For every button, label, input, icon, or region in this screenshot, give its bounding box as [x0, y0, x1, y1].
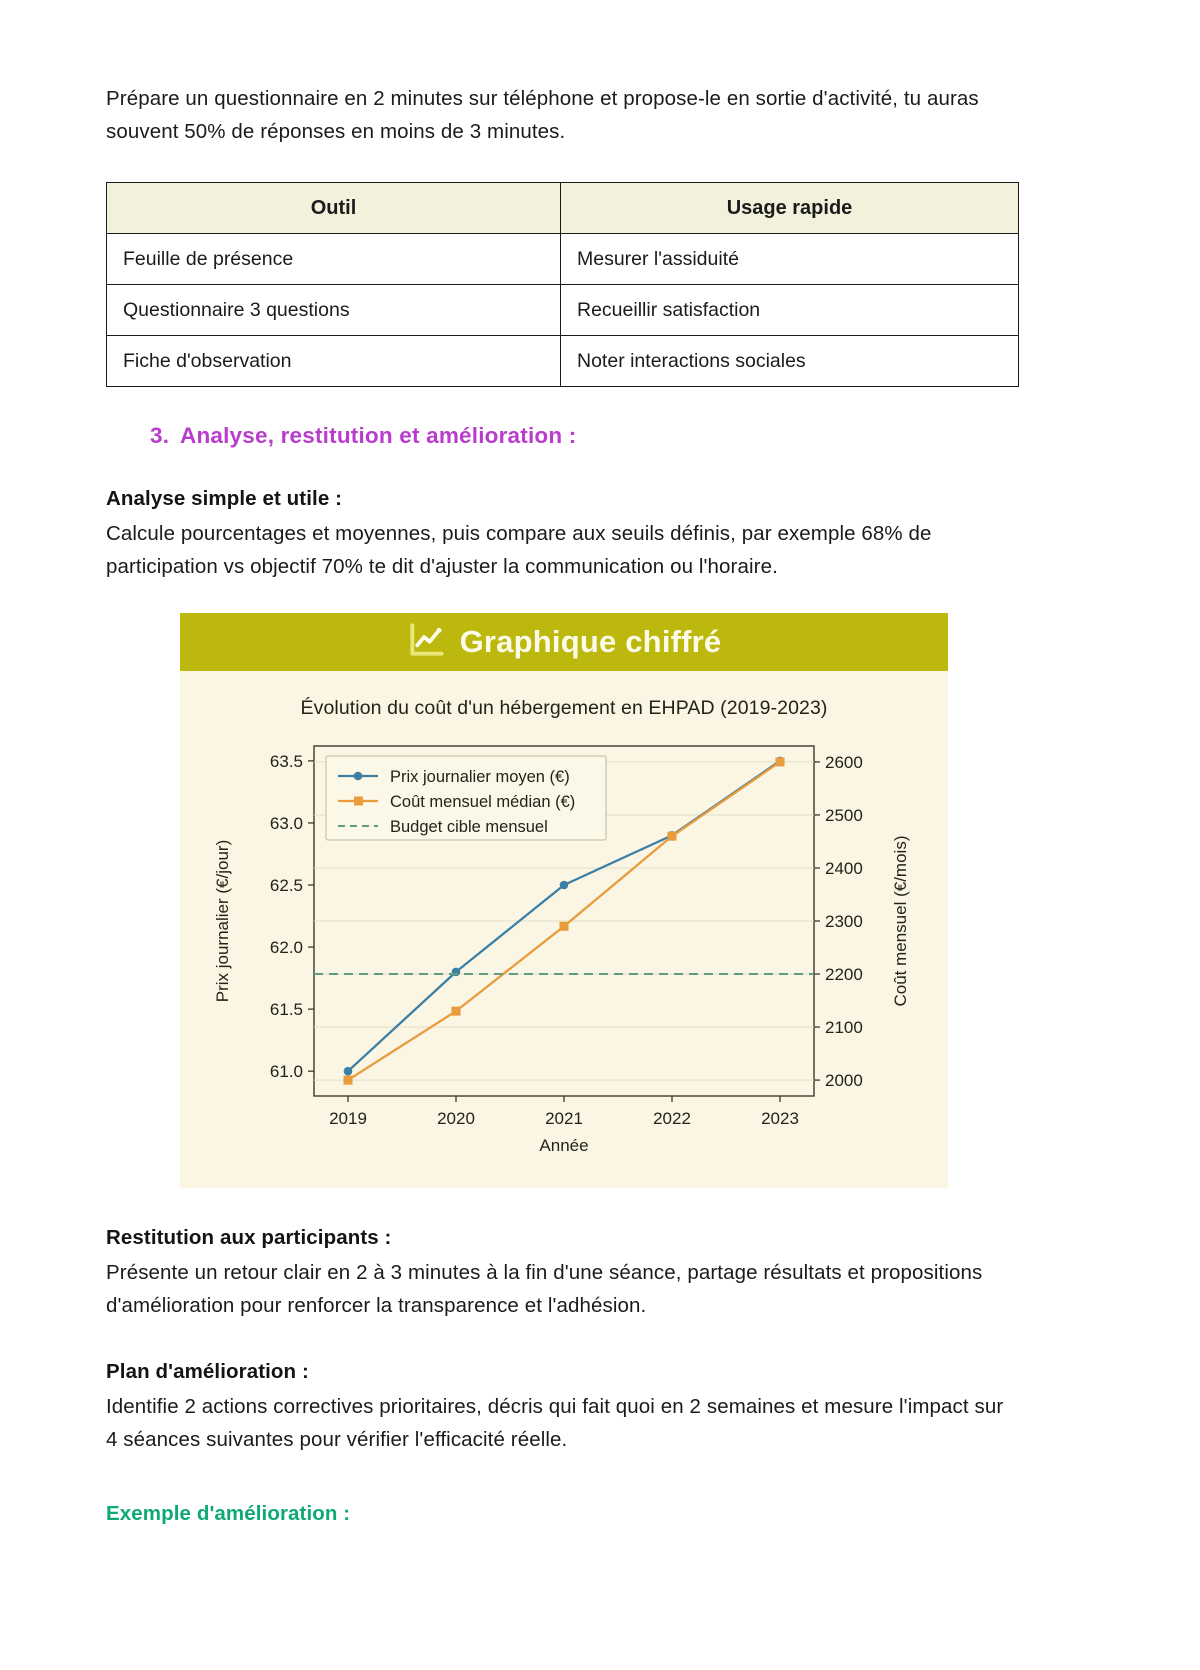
chart-legend [326, 756, 606, 840]
svg-text:2600: 2600 [825, 752, 863, 772]
table-cell-usage: Mesurer l'assiduité [561, 234, 1019, 285]
intro-paragraph: Prépare un questionnaire en 2 minutes sur téléphone et propose-le en sortie d'activité, tu auras souvent 50% de réponses en moins de 3 minutes. [106, 87, 979, 143]
chart-y2label: Coût mensuel (€/mois) [891, 835, 910, 1007]
table-cell-tool: Feuille de présence [107, 234, 561, 285]
table-row [107, 234, 1019, 285]
legend-label: Budget cible mensuel [390, 818, 548, 836]
paragraph-restitution: Présente un retour clair en 2 à 3 minutes à la fin d'une séance, partage résultats et propositions d'amélioration pour renforcer la transparence et l'adhésion. [106, 1261, 983, 1317]
green-heading-exemple: Exemple d'amélioration : [106, 1502, 351, 1525]
chart-card [180, 613, 948, 1188]
table-cell-tool: Questionnaire 3 questions [107, 285, 561, 336]
table-header-usage: Usage rapide [561, 183, 1019, 234]
legend-label: Coût mensuel médian (€) [390, 793, 576, 811]
subheading-analyse: Analyse simple et utile : [106, 487, 343, 510]
svg-text:2023: 2023 [761, 1109, 799, 1128]
svg-text:2022: 2022 [653, 1109, 691, 1128]
chart-ylabel: Prix journalier (€/jour) [213, 839, 232, 1003]
svg-text:61.0: 61.0 [269, 1062, 303, 1082]
svg-text:2020: 2020 [437, 1109, 475, 1128]
chart-svg [194, 736, 934, 1166]
svg-text:2100: 2100 [825, 1018, 863, 1038]
section-title: Analyse, restitution et amélioration : [180, 423, 577, 448]
svg-text:63.0: 63.0 [269, 813, 303, 833]
svg-text:61.5: 61.5 [269, 1000, 303, 1020]
document-content [106, 82, 1018, 1526]
subheading-restitution: Restitution aux participants : [106, 1226, 392, 1249]
table-cell-usage: Recueillir satisfaction [561, 285, 1019, 336]
subheading-plan: Plan d'amélioration : [106, 1360, 309, 1383]
section-number: 3. [150, 423, 170, 448]
table-cell-tool: Fiche d'observation [107, 336, 561, 387]
chart-plot [194, 736, 934, 1166]
svg-text:63.5: 63.5 [269, 751, 303, 771]
chart-card-title: Graphique chiffré [459, 624, 722, 659]
chart-left-axis-ticks [270, 752, 314, 1081]
svg-text:2200: 2200 [825, 965, 863, 985]
section-heading [150, 423, 1018, 449]
svg-text:62.0: 62.0 [269, 938, 303, 958]
table-row [107, 285, 1019, 336]
svg-text:62.5: 62.5 [269, 876, 303, 896]
tools-table [106, 182, 1019, 387]
chart-title: Évolution du coût d'un hébergement en EHPAD (2019-2023) [300, 697, 828, 719]
paragraph-analyse: Calcule pourcentages et moyennes, puis compare aux seuils définis, par exemple 68% de participation vs objectif 70% te dit d'ajuster la communication ou l'horaire. [106, 522, 932, 578]
svg-text:2300: 2300 [825, 912, 863, 931]
svg-text:2500: 2500 [825, 805, 863, 825]
table-header-outil: Outil [107, 183, 561, 234]
svg-text:2021: 2021 [545, 1109, 583, 1128]
table-cell-usage: Noter interactions sociales [561, 336, 1019, 387]
paragraph-plan: Identifie 2 actions correctives prioritaires, décris qui fait quoi en 2 semaines et mesure l'impact sur 4 séances suivantes pour vérifier l'efficacité réelle. [106, 1395, 1004, 1451]
chart-right-axis-ticks [814, 753, 863, 1090]
legend-label: Prix journalier moyen (€) [390, 768, 570, 786]
table-header-row [107, 183, 1019, 234]
svg-text:2400: 2400 [825, 858, 863, 878]
line-chart-icon [407, 620, 447, 665]
chart-card-body [180, 671, 948, 1188]
chart-x-axis-ticks [329, 1096, 799, 1128]
chart-card-banner [180, 613, 948, 671]
table-row [107, 336, 1019, 387]
svg-text:2019: 2019 [329, 1109, 367, 1128]
svg-text:2000: 2000 [825, 1071, 863, 1091]
chart-xlabel: Année [539, 1136, 589, 1155]
